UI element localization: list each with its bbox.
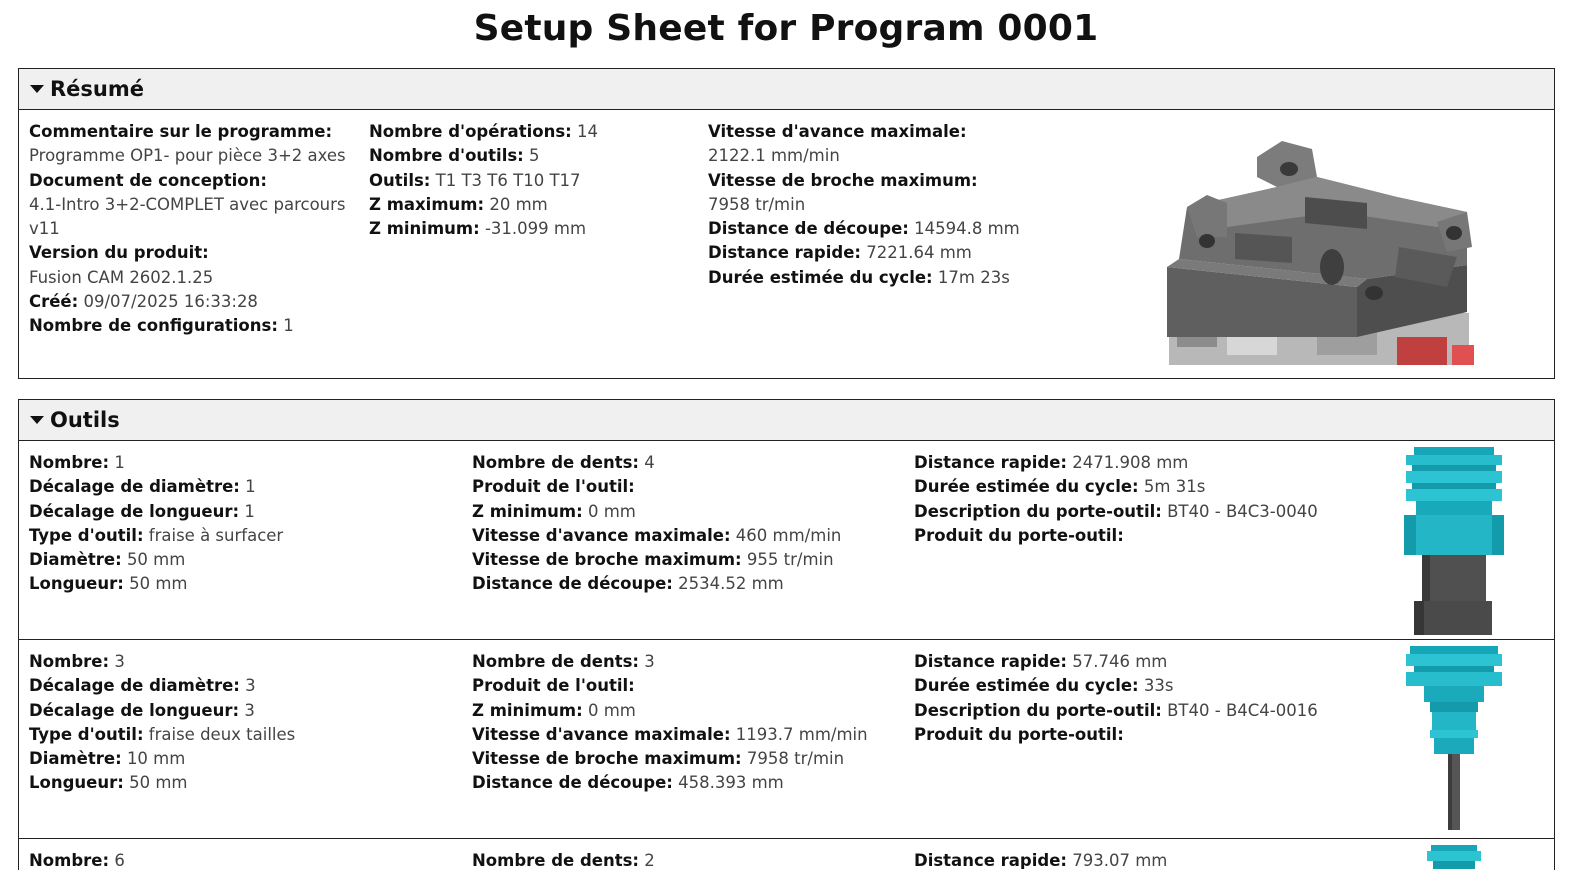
zmin-value: 0 mm (587, 700, 636, 720)
tool-column-2 (472, 650, 868, 796)
summary-column-3 (708, 120, 1020, 290)
length-offset-value: 1 (244, 501, 255, 521)
length-label: Longueur: (29, 574, 124, 594)
tools-list-value: T1 T3 T6 T10 T17 (435, 170, 581, 190)
rapid-value: 793.07 mm (1072, 851, 1168, 869)
cut-label: Distance de découpe: (708, 219, 909, 239)
tools-section-header[interactable] (19, 400, 1554, 441)
feed-label: Vitesse d'avance maximale: (472, 724, 731, 744)
feed-label: Vitesse d'avance maximale: (472, 525, 731, 545)
tool-row (19, 839, 1554, 869)
type-label: Type d'outil: (29, 724, 144, 744)
length-offset-label: Décalage de longueur: (29, 501, 240, 521)
length-offset-value: 3 (244, 700, 255, 720)
tool-column-1 (29, 451, 283, 597)
number-label: Nombre: (29, 652, 110, 671)
spindle-label: Vitesse de broche maximum: (708, 170, 978, 190)
spindle-label: Vitesse de broche maximum: (472, 749, 742, 769)
zmax-label: Z maximum: (369, 194, 485, 214)
caret-down-icon[interactable] (30, 416, 44, 424)
ops-value: 14 (577, 122, 598, 141)
diam-offset-value: 1 (245, 477, 256, 497)
end-mill-icon (1404, 646, 1504, 834)
cut-value: 14594.8 mm (914, 219, 1020, 239)
length-value: 50 mm (129, 574, 188, 594)
ops-label: Nombre d'opérations: (369, 122, 572, 141)
spindle-value: 7958 tr/min (746, 749, 845, 769)
cycle-label: Durée estimée du cycle: (914, 676, 1139, 696)
tool-row (19, 640, 1554, 839)
holder-desc-label: Description du porte-outil: (914, 700, 1162, 720)
zmax-value: 20 mm (489, 194, 548, 214)
flutes-value: 3 (644, 652, 655, 671)
tool-column-1 (29, 849, 125, 869)
cycle-label: Durée estimée du cycle: (708, 267, 933, 287)
created-value: 09/07/2025 16:33:28 (83, 292, 258, 312)
rapid-value: 2471.908 mm (1072, 453, 1189, 472)
summary-section (18, 68, 1555, 379)
zmin-label: Z minimum: (472, 700, 583, 720)
caret-down-icon[interactable] (30, 85, 44, 93)
created-label: Créé: (29, 292, 79, 312)
cycle-label: Durée estimée du cycle: (914, 477, 1139, 497)
tools-count-label: Nombre d'outils: (369, 146, 524, 166)
zmin-label: Z minimum: (472, 501, 583, 521)
number-value: 3 (114, 652, 125, 671)
tool-column-3 (914, 849, 1167, 869)
flutes-label: Nombre de dents: (472, 652, 640, 671)
rapid-value: 57.746 mm (1072, 652, 1168, 671)
tool-column-3 (914, 650, 1318, 747)
page-title: Setup Sheet for Program 0001 (473, 8, 1099, 49)
tool-column-2 (472, 451, 841, 597)
summary-section-header[interactable] (19, 69, 1554, 110)
type-value: fraise deux tailles (148, 724, 296, 744)
tool-holder-icon (1427, 845, 1481, 869)
diameter-label: Diamètre: (29, 749, 122, 769)
tool-column-2 (472, 849, 655, 869)
flutes-label: Nombre de dents: (472, 453, 640, 472)
cycle-value: 17m 23s (937, 267, 1010, 287)
number-value: 1 (114, 453, 125, 472)
cycle-value: 5m 31s (1143, 477, 1206, 497)
spindle-value: 7958 tr/min (708, 194, 806, 214)
summary-column-2 (369, 120, 598, 241)
summary-column-1 (29, 120, 346, 339)
feed-label: Vitesse d'avance maximale: (708, 122, 967, 141)
rapid-label: Distance rapide: (914, 851, 1067, 869)
rapid-label: Distance rapide: (914, 652, 1067, 671)
number-label: Nombre: (29, 851, 110, 869)
version-label: Version du produit: (29, 243, 209, 263)
zmin-value: -31.099 mm (484, 219, 587, 239)
number-value: 6 (114, 851, 125, 869)
rapid-label: Distance rapide: (708, 243, 861, 263)
rapid-value: 7221.64 mm (866, 243, 972, 263)
cut-label: Distance de découpe: (472, 574, 673, 594)
length-offset-label: Décalage de longueur: (29, 700, 240, 720)
product-label: Produit de l'outil: (472, 676, 635, 696)
tool-column-3 (914, 451, 1318, 548)
product-label: Produit de l'outil: (472, 477, 635, 497)
diam-offset-value: 3 (245, 676, 256, 696)
flutes-label: Nombre de dents: (472, 851, 640, 869)
zmin-label: Z minimum: (369, 219, 480, 239)
spindle-label: Vitesse de broche maximum: (472, 550, 742, 570)
tools-count-value: 5 (529, 146, 540, 166)
holder-product-label: Produit du porte-outil: (914, 525, 1124, 545)
face-mill-icon (1404, 447, 1504, 635)
type-label: Type d'outil: (29, 525, 144, 545)
holder-desc-value: BT40 - B4C4-0016 (1167, 700, 1318, 720)
tool-row (19, 441, 1554, 640)
tools-list-label: Outils: (369, 170, 431, 190)
length-value: 50 mm (129, 773, 188, 793)
comment-value: Programme OP1- pour pièce 3+2 axes (29, 146, 346, 166)
document-value-cont: v11 (29, 219, 60, 239)
holder-product-label: Produit du porte-outil: (914, 724, 1124, 744)
comment-label: Commentaire sur le programme: (29, 122, 333, 141)
part-model-image (1167, 137, 1477, 367)
version-value: Fusion CAM 2602.1.25 (29, 267, 214, 287)
summary-title: Résumé (50, 77, 144, 101)
feed-value: 460 mm/min (735, 525, 842, 545)
length-label: Longueur: (29, 773, 124, 793)
diam-offset-label: Décalage de diamètre: (29, 477, 240, 497)
tools-title: Outils (50, 408, 120, 432)
document-label: Document de conception: (29, 170, 267, 190)
diameter-label: Diamètre: (29, 550, 122, 570)
number-label: Nombre: (29, 453, 110, 472)
diam-offset-label: Décalage de diamètre: (29, 676, 240, 696)
cycle-value: 33s (1143, 676, 1174, 696)
feed-value: 1193.7 mm/min (735, 724, 868, 744)
flutes-value: 4 (644, 453, 655, 472)
tools-section (18, 399, 1555, 870)
configs-value: 1 (283, 316, 294, 336)
cut-value: 2534.52 mm (678, 574, 784, 594)
flutes-value: 2 (644, 851, 655, 869)
type-value: fraise à surfacer (148, 525, 284, 545)
rapid-label: Distance rapide: (914, 453, 1067, 472)
configs-label: Nombre de configurations: (29, 316, 278, 336)
cut-value: 458.393 mm (678, 773, 784, 793)
document-value: 4.1-Intro 3+2-COMPLET avec parcours (29, 194, 346, 214)
diameter-value: 50 mm (126, 550, 186, 570)
diameter-value: 10 mm (126, 749, 186, 769)
tool-column-1 (29, 650, 295, 796)
holder-desc-label: Description du porte-outil: (914, 501, 1162, 521)
zmin-value: 0 mm (587, 501, 636, 521)
feed-value: 2122.1 mm/min (708, 146, 840, 166)
cut-label: Distance de découpe: (472, 773, 673, 793)
holder-desc-value: BT40 - B4C3-0040 (1167, 501, 1318, 521)
spindle-value: 955 tr/min (746, 550, 834, 570)
